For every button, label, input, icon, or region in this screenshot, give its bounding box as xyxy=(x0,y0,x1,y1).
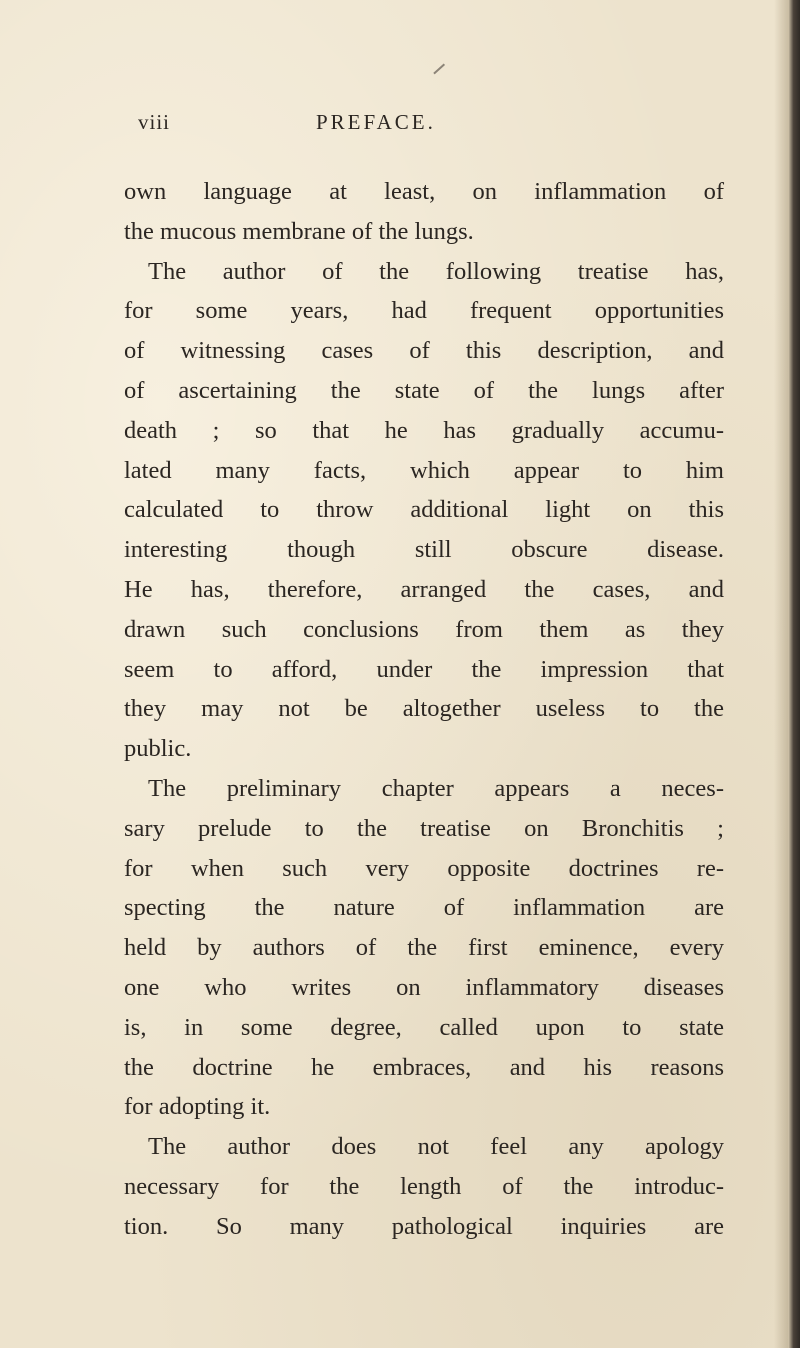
text-line: public. xyxy=(124,735,192,763)
body-text xyxy=(124,172,724,1247)
text-line: is, in some degree, called upon to state xyxy=(124,1013,724,1041)
text-line: own language at least, on inflammation of xyxy=(124,178,724,205)
text-line: held by authors of the first eminence, every xyxy=(124,934,724,962)
text-line: specting the nature of inflammation are xyxy=(124,894,724,922)
text-line: calculated to throw additional light on this xyxy=(124,496,724,524)
text-line: of ascertaining the state of the lungs after xyxy=(124,376,724,404)
text-line: interesting though still obscure disease. xyxy=(124,536,724,564)
text-line: The author of the following treatise has, xyxy=(148,257,724,285)
text-line: for when such very opposite doctrines re- xyxy=(124,854,724,882)
text-line: The author does not feel any apology xyxy=(148,1133,724,1161)
text-line: they may not be altogether useless to the xyxy=(124,695,724,723)
text-line: the doctrine he embraces, and his reasons xyxy=(124,1053,724,1081)
text-line: of witnessing cases of this description, and xyxy=(124,337,724,365)
text-line: for some years, had frequent opportunities xyxy=(124,297,724,325)
page-number: viii xyxy=(138,110,171,134)
page-gutter-shadow xyxy=(788,0,800,1348)
text-line: sary prelude to the treatise on Bronchitis ; xyxy=(124,814,724,842)
text-line: tion. So many pathological inquiries are xyxy=(124,1212,724,1240)
text-line: drawn such conclusions from them as they xyxy=(124,615,724,643)
text-line: one who writes on inflammatory diseases xyxy=(124,973,724,1001)
text-line: death ; so that he has gradually accumu- xyxy=(124,416,724,444)
text-line: necessary for the length of the introduc- xyxy=(124,1172,724,1200)
text-line: for adopting it. xyxy=(124,1093,271,1121)
running-title: PREFACE. xyxy=(316,110,436,134)
pencil-mark xyxy=(433,64,444,74)
page-header xyxy=(0,110,800,150)
text-line: the mucous membrane of the lungs. xyxy=(124,217,474,245)
text-line: seem to afford, under the impression that xyxy=(124,655,724,683)
text-line: lated many facts, which appear to him xyxy=(124,456,724,484)
text-line: The preliminary chapter appears a neces- xyxy=(148,774,724,802)
text-line: He has, therefore, arranged the cases, and xyxy=(124,575,724,603)
